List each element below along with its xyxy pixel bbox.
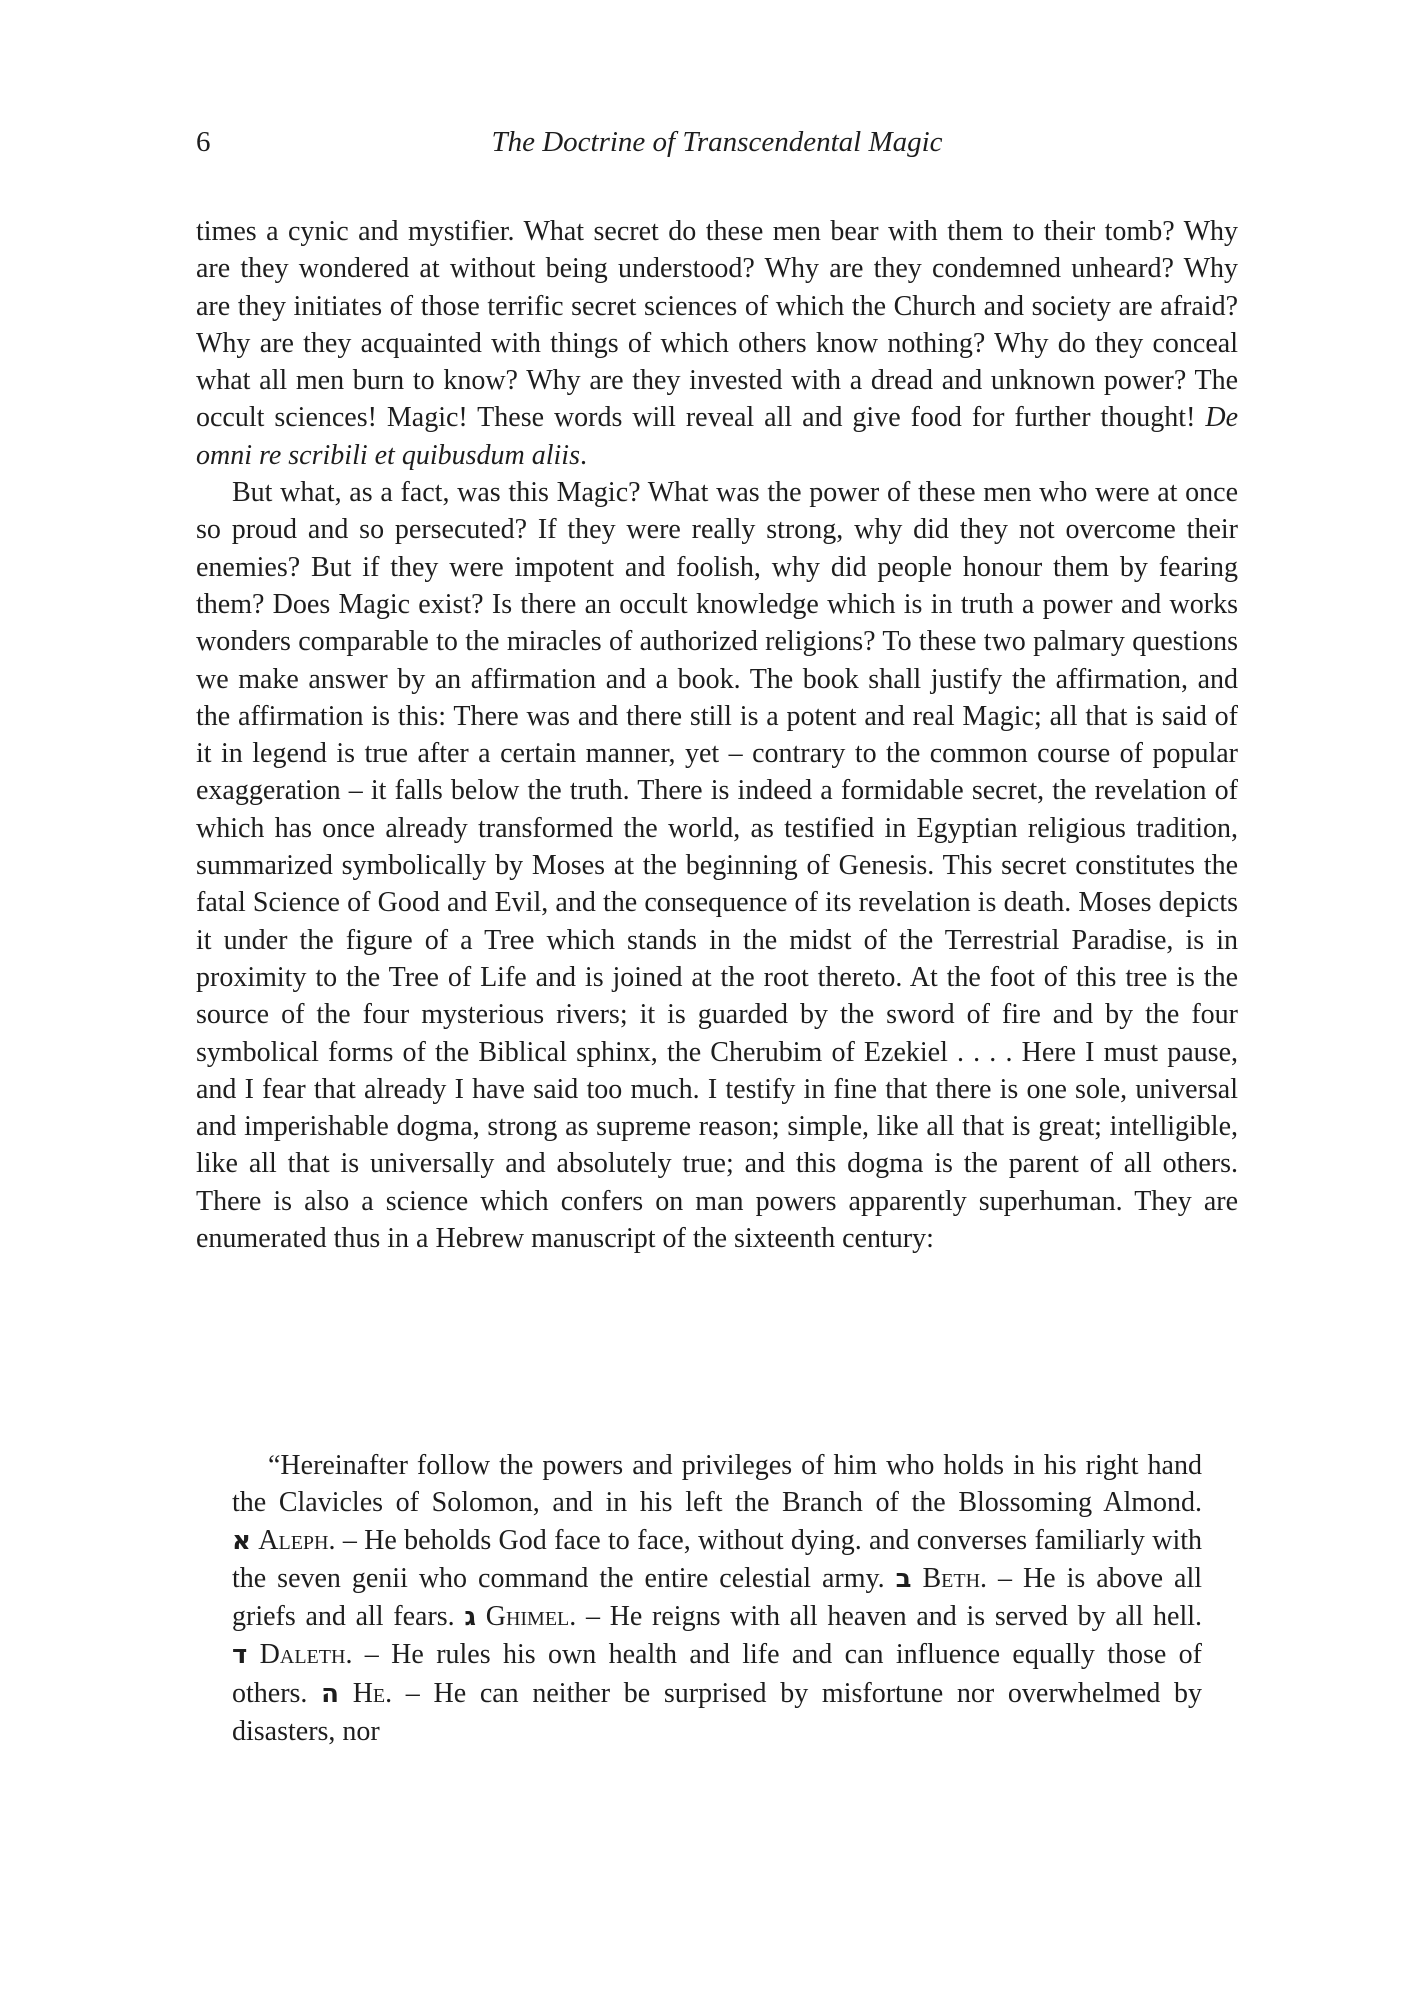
power-text-ghimel: . – He reigns with all heaven and is served by all hell. [569,1601,1203,1633]
block-quote [232,1447,1202,1750]
power-text-daleth: . – He rules his own health and life and can influence equally those of others. [232,1639,1203,1709]
letter-name-ghimel: Ghimel [485,1601,570,1633]
letter-name-aleph: Aleph [258,1524,329,1556]
running-head [196,122,1238,162]
quote-entry-ghimel [464,1601,1202,1632]
hebrew-letter-ghimel: ג [464,1602,477,1633]
power-text-he: . – He can neither be surprised by misfortune nor overwhelmed by disasters, nor [232,1677,1203,1748]
quote-entry-he [232,1678,1202,1747]
power-text-aleph: . – He beholds God face to face, without dying. and converses familiarly with the seven genii who command the entire celestial army. [232,1524,1203,1594]
running-title: The Doctrine of Transcendental Magic [491,126,943,158]
letter-name-beth: Beth [922,1562,981,1594]
paragraph-1-end: . [579,439,587,471]
hebrew-letter-beth: ב [895,1563,912,1594]
body-text [196,213,1238,1257]
hebrew-letter-aleph: א [232,1525,251,1556]
letter-name-he: He [352,1677,386,1709]
paragraph-2: But what, as a fact, was this Magic? What was the power of these men who were at once so proud and so persecuted? If they were really strong, why did they not overcome their enemies? But if they were impotent and foolish, why did people honour them by fearing them? Does Magic exist? Is there an occult knowledge which is in truth a power and works wonders comparable to the miracles of authorized religions? To these two palmary questions we make answer by an affirmation and a book. The book shall justify the affirmation, and the affirmation is this: There was and there still is a potent and real Magic; all that is said of it in legend is true after a certain manner, yet – contrary to the common course of popular exaggeration – it falls below the truth. There is indeed a formidable secret, the revelation of which has once already transformed the world, as testified in Egyptian religious tradition, summarized symbolically by Moses at the beginning of Genesis. This secret constitutes the fatal Science of Good and Evil, and the consequence of its revelation is death. Moses depicts it under the figure of a Tree which stands in the midst of the Terrestrial Paradise, is in proximity to the Tree of Life and is joined at the root thereto. At the foot of this tree is the source of the four mysterious rivers; it is guarded by the sword of fire and by the four symbolical forms of the Biblical sphinx, the Cherubim of Ezekiel . . . . Here I must pause, and I fear that already I have said too much. I testify in fine that there is one sole, universal and imperishable dogma, strong as supreme reason; simple, like all that is great; intelligible, like all that is universally and absolutely true; and this dogma is the parent of all others. There is also a science which confers on man powers apparently superhuman. They are enumerated thus in a Hebrew manuscript of the sixteenth century: [196,477,1238,1255]
power-text-beth: . – He is above all griefs and all fears. [232,1562,1203,1633]
quote-intro: “Hereinafter follow the powers and privileges of him who holds in his right hand the Clavicles of Solomon, and in his left the Branch of the Blossoming Almond. [232,1450,1202,1519]
latin-phrase: De omni re scribili et quibusdum aliis [196,402,1238,471]
paragraph-continued [196,213,1238,474]
letter-name-daleth: Daleth [259,1639,346,1671]
page-number: 6 [196,126,211,158]
hebrew-letter-he: ה [321,1678,339,1709]
hebrew-letter-daleth: ד [232,1640,248,1671]
paragraph-1-text: times a cynic and mystifier. What secret do these men bear with them to their tomb? Why are they wondered at without being understood? Why are they condemned unheard? Why are they initiates of those terrific secret sciences of which the Church and society are afraid? Why are they acquainted with things of which others know nothing? Why do they conceal what all men burn to know? Why are they invested with a dread and unknown power? The occult sciences! Magic! These words will reveal all and give food for further thought! [196,216,1238,434]
